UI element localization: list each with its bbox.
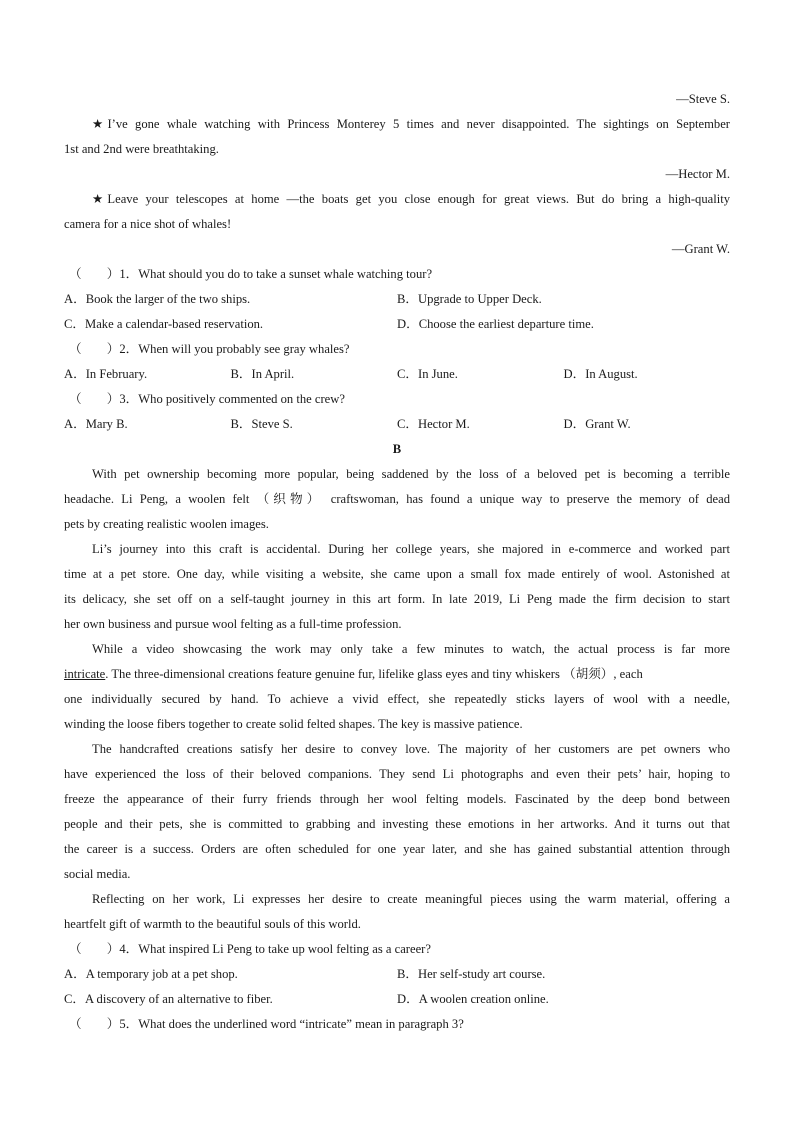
underlined-word-intricate: intricate [64,667,106,681]
question-2-option-a: A．In February. [64,367,148,381]
passage-b-paragraph-2-line-3: its delicacy, she set off on a self-taught journey in this art form. In late 2019, Li Peng made the firm decision to start [64,592,730,606]
question-2-options [64,362,730,387]
paragraph-3-line-2-rest: . The three-dimensional creations feature genuine fur, lifelike glass eyes and tiny whiskers （胡须）, each [105,667,643,681]
passage-b-paragraph-3-line-2 [64,662,730,687]
question-3-option-d: D．Grant W. [563,417,631,431]
question-2-option-d: D．In August. [563,367,638,381]
question-1-options [64,287,730,312]
question-4-stem: （ ）4．What inspired Li Peng to take up wool felting as a career? [69,942,431,956]
question-1-stem: （ ）1．What should you do to take a sunset whale watching tour? [69,267,433,281]
question-4-options-row-2 [64,987,730,1012]
passage-b-paragraph-2-line-1: Li’s journey into this craft is accidental. During her college years, she majored in e-commerce and worked part [92,542,730,556]
review-signature-hector: —Hector M. [665,167,730,181]
review-grant-line-2: camera for a nice shot of whales! [64,217,232,231]
passage-b-paragraph-4-line-4: people and their pets, she is committed to grabbing and investing these emotions in her artworks. And it turns out that [64,817,730,831]
review-hector-line-2: 1st and 2nd were breathtaking. [64,142,219,156]
document-content [64,87,730,1037]
review-signature-grant: —Grant W. [671,242,730,256]
question-1-option-b: B．Upgrade to Upper Deck. [397,292,542,306]
question-3-options [64,412,730,437]
review-hector-line-1: ★I’ve gone whale watching with Princess Monterey 5 times and never disappointed. The sightings on September [92,117,730,131]
passage-b-paragraph-3-line-1: While a video showcasing the work may only take a few minutes to watch, the actual process is far more [92,642,730,656]
passage-b-paragraph-1-line-2: headache. Li Peng, a woolen felt （织物） craftswoman, has found a unique way to preserve the memory of dead [64,492,730,506]
question-2-option-c: C．In June. [397,367,458,381]
question-1-option-c: C．Make a calendar-based reservation. [64,317,264,331]
review-grant-line-1: ★Leave your telescopes at home —the boats get you close enough for great views. But do bring a high-quality [92,192,730,206]
question-4-options [64,962,730,987]
passage-b-paragraph-4-line-5: the career is a success. Orders are often scheduled for one year later, and she has gained substantial attention through [64,842,730,856]
question-4-option-c: C．A discovery of an alternative to fiber. [64,992,273,1006]
section-b-heading: B [392,442,402,456]
passage-b-paragraph-4-line-3: freeze the appearance of their furry friends through her wool felting models. Fascinated by the deep bond between [64,792,730,806]
question-3-option-b: B．Steve S. [230,417,293,431]
question-3-option-a: A．Mary B. [64,417,128,431]
question-2-option-b: B．In April. [230,367,295,381]
passage-b-paragraph-1-line-3: pets by creating realistic woolen images. [64,517,269,531]
question-4-option-a: A．A temporary job at a pet shop. [64,967,238,981]
passage-b-paragraph-5-line-1: Reflecting on her work, Li expresses her desire to create meaningful pieces using the warm material, offering a [92,892,730,906]
passage-b-paragraph-3-line-3: one individually secured by hand. To achieve a vivid effect, she repeatedly sticks layers of wool with a needle, [64,692,730,706]
passage-b-paragraph-3-line-4: winding the loose fibers together to create solid felted shapes. The key is massive patience. [64,717,523,731]
passage-b-paragraph-4-line-6: social media. [64,867,131,881]
question-4-option-b: B．Her self-study art course. [397,967,546,981]
question-3-stem: （ ）3．Who positively commented on the crew? [69,392,345,406]
passage-b-paragraph-4-line-2: have experienced the loss of their beloved companions. They send Li photographs and even their pets’ hair, hoping to [64,767,730,781]
passage-b-paragraph-4-line-1: The handcrafted creations satisfy her desire to convey love. The majority of her customers are pet owners who [92,742,730,756]
review-signature-steve: —Steve S. [676,92,730,106]
passage-b-paragraph-2-line-4: her own business and pursue wool felting as a full-time profession. [64,617,402,631]
passage-b-paragraph-1-line-1: With pet ownership becoming more popular, being saddened by the loss of a beloved pet is becoming a terrible [92,467,730,481]
question-1-options-row-2 [64,312,730,337]
passage-b-paragraph-2-line-2: time at a pet store. One day, while visiting a website, she came upon a small fox made entirely of wool. Astonished at [64,567,730,581]
question-1-option-a: A．Book the larger of the two ships. [64,292,251,306]
question-5-stem: （ ）5．What does the underlined word “intricate” mean in paragraph 3? [69,1017,464,1031]
passage-b-paragraph-5-line-2: heartfelt gift of warmth to the beautiful souls of this world. [64,917,361,931]
question-2-stem: （ ）2．When will you probably see gray whales? [69,342,350,356]
question-4-option-d: D．A woolen creation online. [397,992,549,1006]
question-1-option-d: D．Choose the earliest departure time. [397,317,594,331]
question-3-option-c: C．Hector M. [397,417,470,431]
